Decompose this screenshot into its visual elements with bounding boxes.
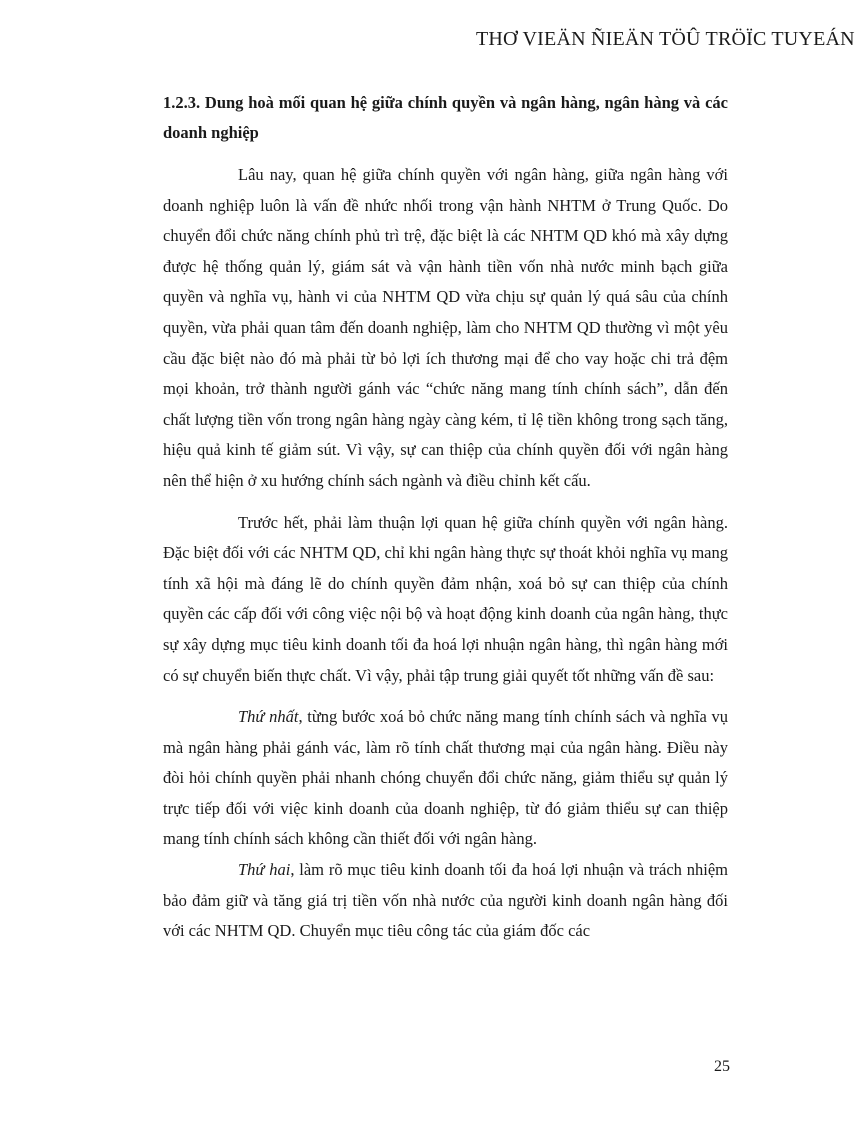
paragraph-3: [163, 702, 728, 855]
paragraph-2: [163, 508, 728, 692]
paragraph-1: [163, 160, 728, 497]
paragraph-4: [163, 855, 728, 947]
page-number: 25: [714, 1058, 730, 1075]
document-body: [163, 88, 728, 947]
paragraph-2-text: Trước hết, phải làm thuận lợi quan hệ giữa chính quyền với ngân hàng. Đặc biệt đối với các NHTM QD, chỉ khi ngân hàng thực sự thoát khỏi nghĩa vụ mang tính xã hội mà đáng lẽ do chính quyền đảm nhận, xoá bỏ sự can thiệp của chính quyền các cấp đối với công việc nội bộ và hoạt động kinh doanh của ngân hàng, thực sự xây dựng mục tiêu kinh doanh tối đa hoá lợi nhuận ngân hàng, thì ngân hàng mới có sự chuyển biến thực chất. Vì vậy, phải tập trung giải quyết tốt những vấn đề sau:: [163, 512, 728, 685]
paragraph-3-text: , từng bước xoá bỏ chức năng mang tính chính sách và nghĩa vụ mà ngân hàng phải gánh vác, làm rõ tính chất thương mại của ngân hàng. Điều này đòi hỏi chính quyền phải nhanh chóng chuyển đổi chức năng, giảm thiểu sự quản lý trực tiếp đối với việc kinh doanh của doanh nghiệp, từ đó giảm thiểu sự can thiệp mang tính chính sách không cần thiết đối với ngân hàng.: [163, 707, 728, 849]
paragraph-4-text: , làm rõ mục tiêu kinh doanh tối đa hoá lợi nhuận và trách nhiệm bảo đảm giữ và tăng giá trị tiền vốn nhà nước của người kinh doanh ngân hàng đối với các NHTM QD. Chuyển mục tiêu công tác của giám đốc các: [163, 860, 728, 941]
section-title: 1.2.3. Dung hoà mối quan hệ giữa chính quyền và ngân hàng, ngân hàng và các doanh nghiệp: [163, 93, 728, 142]
paragraph-1-text: Lâu nay, quan hệ giữa chính quyền với ngân hàng, giữa ngân hàng với doanh nghiệp luôn là vấn đề nhức nhối trong vận hành NHTM ở Trung Quốc. Do chuyển đổi chức năng chính phủ trì trệ, đặc biệt là các NHTM QD khó mà xây dựng được hệ thống quản lý, giám sát và vận hành tiền vốn nhà nước minh bạch giữa quyền và nghĩa vụ, hành vi của NHTM QD vừa chịu sự quản lý quá sâu của chính quyền, vừa phải quan tâm đến doanh nghiệp, làm cho NHTM QD thường vì một yêu cầu đặc biệt nào đó mà phải từ bỏ lợi ích thương mại để cho vay hoặc chi trả đệm mọi khoản, trở thành người gánh vác “chức năng mang tính chính sách”, dẫn đến chất lượng tiền vốn trong ngân hàng ngày càng kém, tỉ lệ tiền không trong sạch tăng, hiệu quả kinh tế giảm sút. Vì vậy, sự can thiệp của chính quyền đối với ngân hàng nên thể hiện ở xu hướng chính sách ngành và điều chỉnh kết cấu.: [163, 165, 728, 490]
paragraph-4-lead: Thứ hai: [238, 860, 291, 880]
running-header: THƠ VIEÄN ÑIEÄN TÖÛ TRÖÏC TUYEÁN: [476, 28, 855, 50]
paragraph-3-lead: Thứ nhất: [238, 707, 299, 727]
